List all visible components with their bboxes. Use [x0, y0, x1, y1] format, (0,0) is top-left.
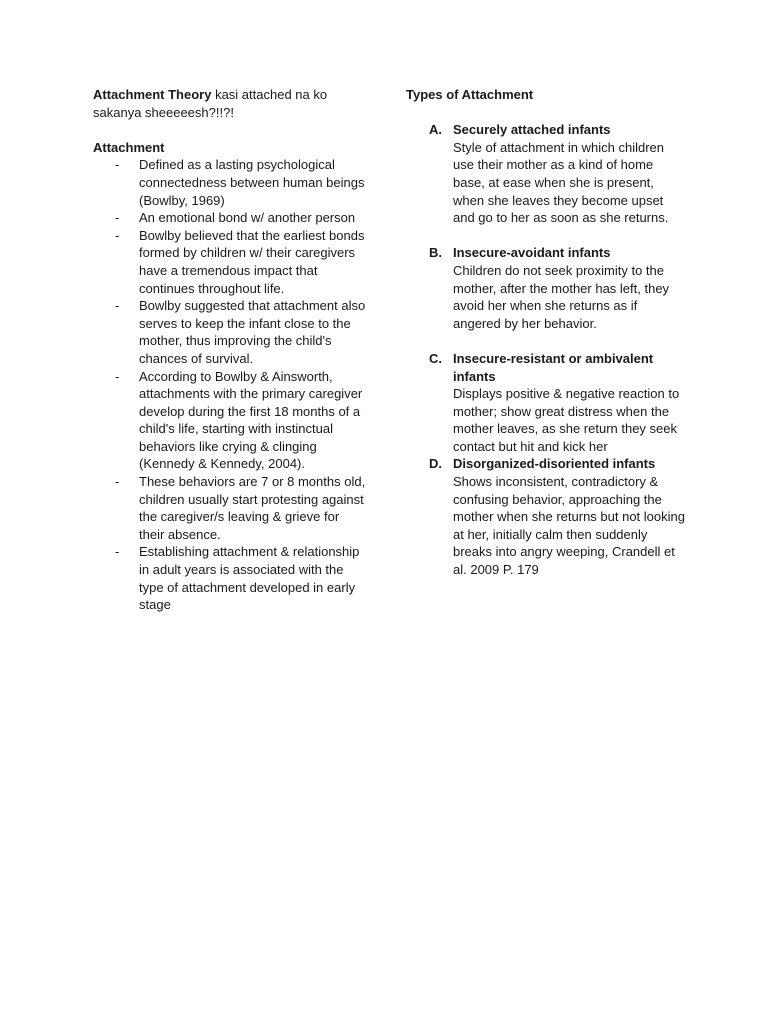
bullet-item: - Bowlby believed that the earliest bonds formed by children w/ their caregivers have a tremendous impact that continues throughout life. — [93, 227, 368, 297]
right-column — [406, 86, 686, 579]
document-title — [93, 86, 368, 121]
attachment-bullet-list — [93, 156, 368, 613]
bullet-item: - These behaviors are 7 or 8 months old, children usually start protesting against the caregiver/s leaving & grieve for their absence. — [93, 473, 368, 543]
bullet-item: - Establishing attachment & relationship in adult years is associated with the type of attachment developed in early stage — [93, 543, 368, 613]
type-letter: D. — [429, 456, 442, 472]
type-title: Insecure-avoidant infants — [453, 245, 611, 261]
title-rest: kasi attached na ko sakanya sheeeeesh?!!?! — [93, 87, 328, 120]
bullet-item: - Bowlby suggested that attachment also serves to keep the infant close to the mother, thus improving the child's chances of survival. — [93, 297, 368, 367]
type-description: Shows inconsistent, contradictory & confusing behavior, approaching the mother when she returns but not looking at her, initially calm then suddenly breaks into angry weeping, Crandell et al. 2009 P. 179 — [453, 474, 685, 578]
type-description: Displays positive & negative reaction to mother; show great distress when the mother leaves, as she return they seek contact but hit and kick her — [453, 386, 680, 454]
type-letter: C. — [429, 350, 442, 366]
bullet-item: - An emotional bond w/ another person — [93, 209, 368, 227]
types-heading: Types of Attachment — [406, 87, 534, 102]
type-description: Style of attachment in which children use their mother as a kind of home base, at ease when she is present, when she leaves they become upset and go to her as soon as she returns. — [453, 139, 669, 226]
attachment-type-c — [406, 350, 686, 456]
type-title: Securely attached infants — [453, 122, 611, 138]
type-title: Disorganized-disoriented infants — [453, 456, 656, 472]
title-bold: Attachment Theory — [93, 87, 212, 102]
type-letter: B. — [429, 245, 442, 261]
left-column — [93, 86, 368, 614]
type-description: Children do not seek proximity to the mother, after the mother has left, they avoid her when she returns as if angered by her behavior. — [453, 262, 670, 331]
attachment-heading: Attachment — [93, 139, 165, 155]
attachment-type-a — [406, 121, 686, 227]
attachment-type-d — [406, 455, 686, 578]
attachment-type-b — [406, 244, 686, 332]
type-title: Insecure-resistant or ambivalent infants — [453, 350, 654, 384]
type-letter: A. — [429, 122, 442, 138]
bullet-item: - Defined as a lasting psychological connectedness between human beings (Bowlby, 1969) — [93, 156, 368, 209]
bullet-item: - According to Bowlby & Ainsworth, attachments with the primary caregiver develop during the first 18 months of a child's life, starting with instinctual behaviors like crying & clinging (Kennedy & Kennedy, 2004). — [93, 368, 368, 474]
